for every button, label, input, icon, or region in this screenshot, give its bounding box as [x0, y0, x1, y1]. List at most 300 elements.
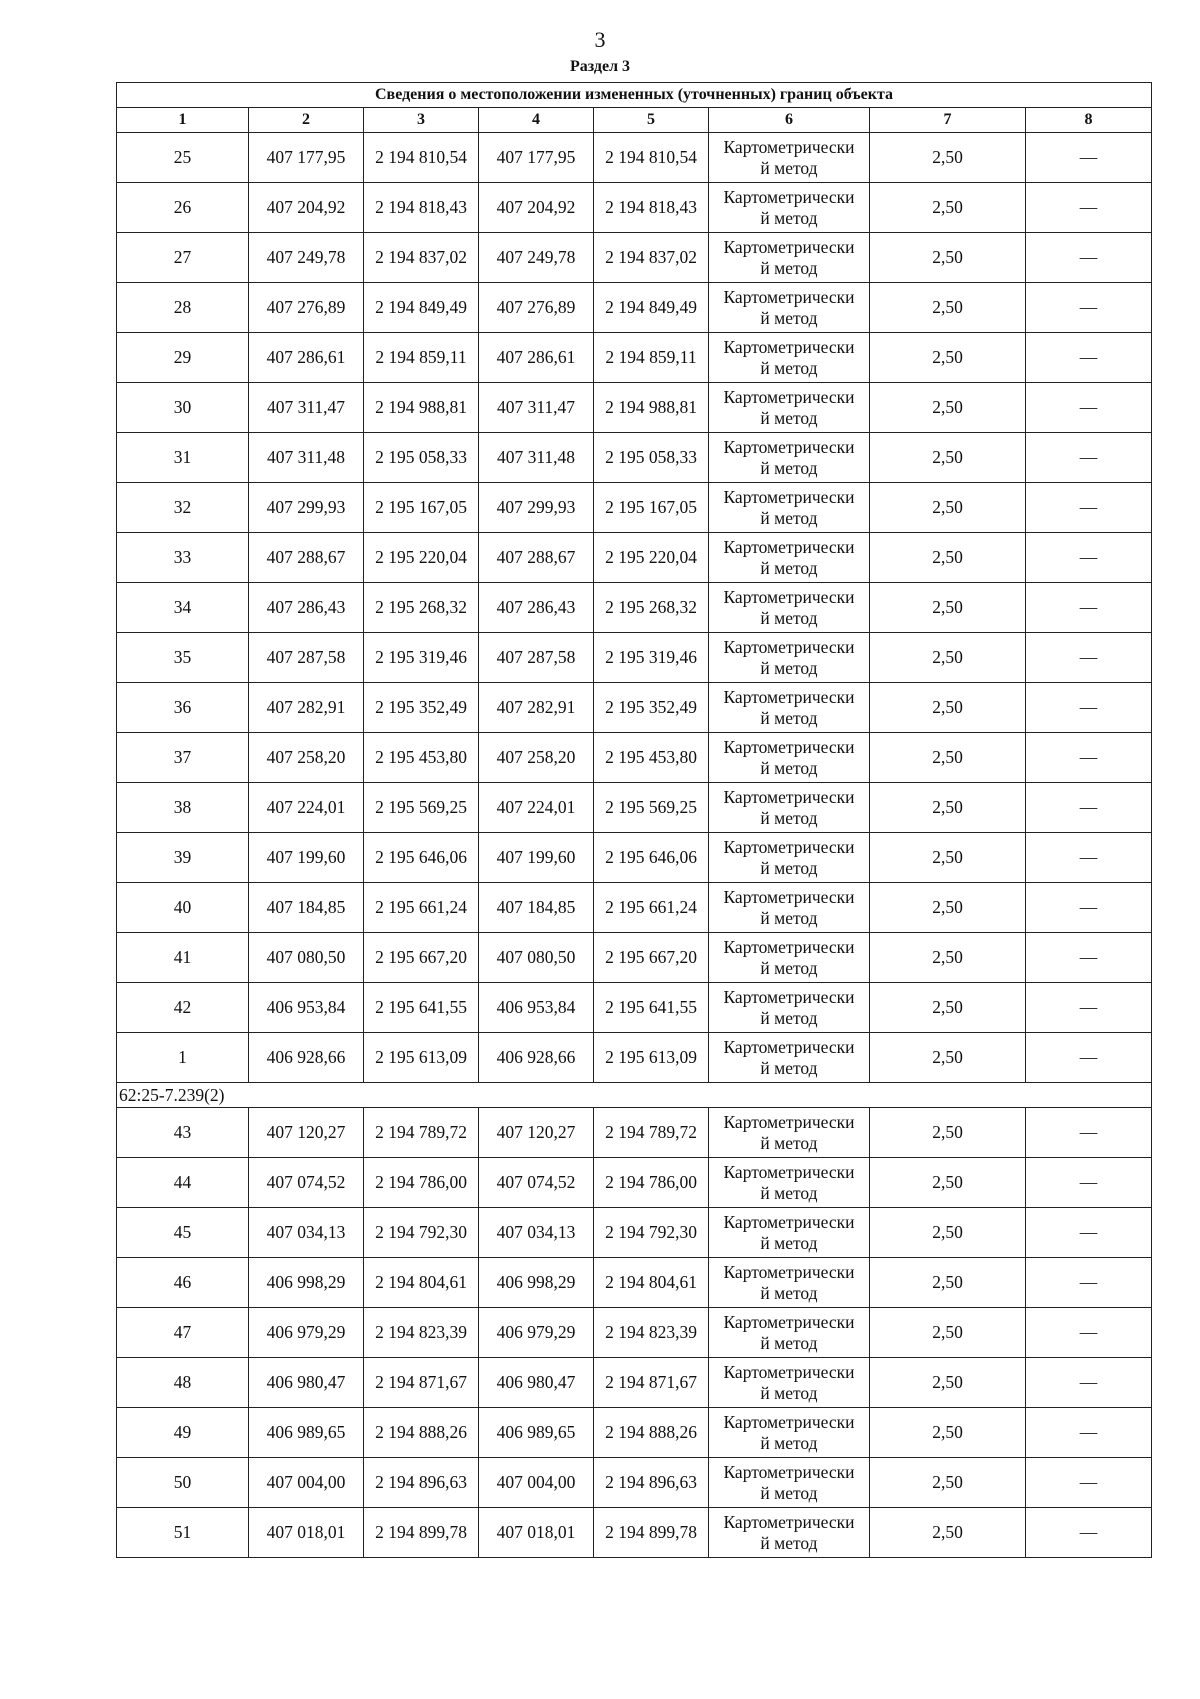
y-old-cell: 2 195 646,06 [364, 833, 479, 883]
method-text-line: Картометрически [723, 1036, 855, 1057]
precision-cell: 2,50 [870, 533, 1026, 583]
x-new-cell: 407 311,47 [479, 383, 594, 433]
note-cell: — [1026, 1358, 1152, 1408]
method-text-line: й метод [760, 557, 818, 578]
x-new-cell: 406 980,47 [479, 1358, 594, 1408]
method-text-line: й метод [760, 407, 818, 428]
x-old-cell: 407 074,52 [249, 1158, 364, 1208]
x-new-cell: 407 288,67 [479, 533, 594, 583]
method-text-line: Картометрически [723, 1411, 855, 1432]
precision-cell: 2,50 [870, 933, 1026, 983]
precision-cell: 2,50 [870, 1508, 1026, 1558]
precision-cell: 2,50 [870, 583, 1026, 633]
y-old-cell: 2 195 220,04 [364, 533, 479, 583]
x-old-cell: 407 249,78 [249, 233, 364, 283]
point-number-cell: 27 [117, 233, 249, 283]
page-number: 3 [594, 27, 606, 52]
y-old-cell: 2 195 569,25 [364, 783, 479, 833]
precision-cell: 2,50 [870, 1158, 1026, 1208]
method-cell [709, 1308, 870, 1358]
x-old-cell: 406 979,29 [249, 1308, 364, 1358]
method-text-line: Картометрически [723, 1511, 855, 1532]
method-text-line: й метод [760, 257, 818, 278]
column-header: 1 [117, 108, 249, 133]
y-old-cell: 2 194 859,11 [364, 333, 479, 383]
y-new-cell: 2 194 899,78 [594, 1508, 709, 1558]
method-text-line: й метод [760, 507, 818, 528]
boundary-table [116, 82, 1152, 1558]
y-new-cell: 2 195 220,04 [594, 533, 709, 583]
table-row [117, 483, 1152, 533]
y-new-cell: 2 195 661,24 [594, 883, 709, 933]
y-new-cell: 2 195 453,80 [594, 733, 709, 783]
x-old-cell: 407 276,89 [249, 283, 364, 333]
precision-cell: 2,50 [870, 283, 1026, 333]
method-text-line: й метод [760, 1182, 818, 1203]
table-row [117, 1258, 1152, 1308]
precision-cell: 2,50 [870, 1258, 1026, 1308]
method-cell [709, 183, 870, 233]
point-number-cell: 31 [117, 433, 249, 483]
y-new-cell: 2 194 988,81 [594, 383, 709, 433]
y-new-cell: 2 194 896,63 [594, 1458, 709, 1508]
x-old-cell: 407 286,43 [249, 583, 364, 633]
method-text-line: й метод [760, 1132, 818, 1153]
method-text-line: й метод [760, 1432, 818, 1453]
method-cell [709, 783, 870, 833]
method-text-line: Картометрически [723, 836, 855, 857]
method-cell [709, 383, 870, 433]
point-number-cell: 41 [117, 933, 249, 983]
point-number-cell: 26 [117, 183, 249, 233]
x-old-cell: 407 184,85 [249, 883, 364, 933]
precision-cell: 2,50 [870, 633, 1026, 683]
y-new-cell: 2 195 641,55 [594, 983, 709, 1033]
table-row [117, 1508, 1152, 1558]
y-new-cell: 2 194 786,00 [594, 1158, 709, 1208]
table-row [117, 283, 1152, 333]
x-new-cell: 407 287,58 [479, 633, 594, 683]
table-row [117, 983, 1152, 1033]
x-new-cell: 407 177,95 [479, 133, 594, 183]
table-row [117, 1358, 1152, 1408]
table-row [117, 533, 1152, 583]
note-cell: — [1026, 1033, 1152, 1083]
x-old-cell: 407 204,92 [249, 183, 364, 233]
method-cell [709, 1408, 870, 1458]
x-old-cell: 407 258,20 [249, 733, 364, 783]
precision-cell: 2,50 [870, 433, 1026, 483]
y-new-cell: 2 194 871,67 [594, 1358, 709, 1408]
x-new-cell: 407 080,50 [479, 933, 594, 983]
x-new-cell: 407 286,43 [479, 583, 594, 633]
y-old-cell: 2 195 167,05 [364, 483, 479, 533]
note-cell: — [1026, 983, 1152, 1033]
precision-cell: 2,50 [870, 1108, 1026, 1158]
x-new-cell: 407 224,01 [479, 783, 594, 833]
column-header: 8 [1026, 108, 1152, 133]
point-number-cell: 46 [117, 1258, 249, 1308]
y-new-cell: 2 194 810,54 [594, 133, 709, 183]
method-cell [709, 1208, 870, 1258]
table-row [117, 783, 1152, 833]
point-number-cell: 1 [117, 1033, 249, 1083]
method-text-line: Картометрически [723, 236, 855, 257]
method-text-line: Картометрически [723, 136, 855, 157]
precision-cell: 2,50 [870, 983, 1026, 1033]
y-old-cell: 2 194 888,26 [364, 1408, 479, 1458]
y-old-cell: 2 195 352,49 [364, 683, 479, 733]
method-text-line: Картометрически [723, 536, 855, 557]
method-text-line: Картометрически [723, 936, 855, 957]
note-cell: — [1026, 1258, 1152, 1308]
y-old-cell: 2 194 792,30 [364, 1208, 479, 1258]
table-row [117, 833, 1152, 883]
x-old-cell: 407 286,61 [249, 333, 364, 383]
y-old-cell: 2 194 871,67 [364, 1358, 479, 1408]
precision-cell: 2,50 [870, 833, 1026, 883]
note-cell: — [1026, 533, 1152, 583]
x-old-cell: 407 004,00 [249, 1458, 364, 1508]
x-old-cell: 407 288,67 [249, 533, 364, 583]
method-text-line: й метод [760, 357, 818, 378]
x-old-cell: 406 980,47 [249, 1358, 364, 1408]
method-text-line: Картометрически [723, 1461, 855, 1482]
table-row [117, 1158, 1152, 1208]
table-title-row [117, 83, 1152, 108]
method-text-line: й метод [760, 1382, 818, 1403]
x-new-cell: 406 998,29 [479, 1258, 594, 1308]
method-text-line: й метод [760, 857, 818, 878]
note-cell: — [1026, 133, 1152, 183]
method-cell [709, 1458, 870, 1508]
x-new-cell: 406 928,66 [479, 1033, 594, 1083]
table-row [117, 1108, 1152, 1158]
x-old-cell: 407 034,13 [249, 1208, 364, 1258]
table-row [117, 683, 1152, 733]
y-new-cell: 2 194 849,49 [594, 283, 709, 333]
point-number-cell: 43 [117, 1108, 249, 1158]
y-new-cell: 2 194 789,72 [594, 1108, 709, 1158]
method-text-line: й метод [760, 757, 818, 778]
y-old-cell: 2 194 818,43 [364, 183, 479, 233]
y-old-cell: 2 195 058,33 [364, 433, 479, 483]
section-title: Раздел 3 [569, 58, 631, 75]
x-old-cell: 407 120,27 [249, 1108, 364, 1158]
method-cell [709, 533, 870, 583]
y-old-cell: 2 194 988,81 [364, 383, 479, 433]
precision-cell: 2,50 [870, 333, 1026, 383]
table-title: Сведения о местоположении измененных (уточненных) границ объекта [117, 83, 1152, 108]
point-number-cell: 36 [117, 683, 249, 733]
note-cell: — [1026, 1508, 1152, 1558]
method-cell [709, 733, 870, 783]
y-new-cell: 2 194 859,11 [594, 333, 709, 383]
x-old-cell: 407 311,48 [249, 433, 364, 483]
method-text-line: Картометрически [723, 986, 855, 1007]
method-text-line: й метод [760, 1232, 818, 1253]
x-old-cell: 407 282,91 [249, 683, 364, 733]
point-number-cell: 40 [117, 883, 249, 933]
table-row [117, 1033, 1152, 1083]
method-text-line: Картометрически [723, 286, 855, 307]
method-cell [709, 233, 870, 283]
method-cell [709, 483, 870, 533]
note-cell: — [1026, 1458, 1152, 1508]
method-cell [709, 883, 870, 933]
y-new-cell: 2 194 888,26 [594, 1408, 709, 1458]
table-row [117, 1408, 1152, 1458]
y-new-cell: 2 195 268,32 [594, 583, 709, 633]
table-row [117, 133, 1152, 183]
y-old-cell: 2 194 786,00 [364, 1158, 479, 1208]
group-row [117, 1083, 1152, 1108]
method-text-line: Картометрически [723, 586, 855, 607]
x-new-cell: 407 258,20 [479, 733, 594, 783]
method-cell [709, 1108, 870, 1158]
column-header: 7 [870, 108, 1026, 133]
y-new-cell: 2 194 823,39 [594, 1308, 709, 1358]
x-new-cell: 407 199,60 [479, 833, 594, 883]
precision-cell: 2,50 [870, 1033, 1026, 1083]
point-number-cell: 29 [117, 333, 249, 383]
method-cell [709, 633, 870, 683]
precision-cell: 2,50 [870, 733, 1026, 783]
point-number-cell: 28 [117, 283, 249, 333]
method-text-line: Картометрически [723, 686, 855, 707]
x-new-cell: 406 979,29 [479, 1308, 594, 1358]
note-cell: — [1026, 1308, 1152, 1358]
method-text-line: й метод [760, 807, 818, 828]
method-text-line: й метод [760, 1482, 818, 1503]
x-old-cell: 407 177,95 [249, 133, 364, 183]
method-cell [709, 1358, 870, 1408]
precision-cell: 2,50 [870, 233, 1026, 283]
x-old-cell: 407 287,58 [249, 633, 364, 683]
method-text-line: Картометрически [723, 436, 855, 457]
note-cell: — [1026, 433, 1152, 483]
y-old-cell: 2 195 453,80 [364, 733, 479, 783]
point-number-cell: 48 [117, 1358, 249, 1408]
x-old-cell: 407 080,50 [249, 933, 364, 983]
y-new-cell: 2 195 646,06 [594, 833, 709, 883]
method-cell [709, 983, 870, 1033]
y-old-cell: 2 194 789,72 [364, 1108, 479, 1158]
table-row [117, 433, 1152, 483]
x-old-cell: 406 928,66 [249, 1033, 364, 1083]
table-row [117, 333, 1152, 383]
y-new-cell: 2 195 569,25 [594, 783, 709, 833]
note-cell: — [1026, 933, 1152, 983]
precision-cell: 2,50 [870, 1308, 1026, 1358]
method-text-line: й метод [760, 207, 818, 228]
point-number-cell: 35 [117, 633, 249, 683]
column-header: 2 [249, 108, 364, 133]
method-text-line: Картометрически [723, 1261, 855, 1282]
point-number-cell: 25 [117, 133, 249, 183]
method-text-line: Картометрически [723, 736, 855, 757]
method-cell [709, 1258, 870, 1308]
x-old-cell: 407 299,93 [249, 483, 364, 533]
note-cell: — [1026, 1158, 1152, 1208]
precision-cell: 2,50 [870, 1408, 1026, 1458]
y-old-cell: 2 194 804,61 [364, 1258, 479, 1308]
x-old-cell: 407 224,01 [249, 783, 364, 833]
column-header: 5 [594, 108, 709, 133]
column-header: 3 [364, 108, 479, 133]
method-text-line: Картометрически [723, 1361, 855, 1382]
x-new-cell: 407 311,48 [479, 433, 594, 483]
x-new-cell: 407 249,78 [479, 233, 594, 283]
method-text-line: й метод [760, 1532, 818, 1553]
precision-cell: 2,50 [870, 783, 1026, 833]
method-text-line: Картометрически [723, 186, 855, 207]
point-number-cell: 30 [117, 383, 249, 433]
column-header-row [117, 108, 1152, 133]
precision-cell: 2,50 [870, 133, 1026, 183]
x-new-cell: 407 286,61 [479, 333, 594, 383]
table-row [117, 933, 1152, 983]
method-cell [709, 1033, 870, 1083]
method-cell [709, 433, 870, 483]
precision-cell: 2,50 [870, 883, 1026, 933]
point-number-cell: 44 [117, 1158, 249, 1208]
note-cell: — [1026, 583, 1152, 633]
method-cell [709, 1158, 870, 1208]
x-new-cell: 407 074,52 [479, 1158, 594, 1208]
method-text-line: Картометрически [723, 486, 855, 507]
note-cell: — [1026, 683, 1152, 733]
point-number-cell: 33 [117, 533, 249, 583]
y-old-cell: 2 195 667,20 [364, 933, 479, 983]
y-new-cell: 2 194 818,43 [594, 183, 709, 233]
precision-cell: 2,50 [870, 483, 1026, 533]
table-row [117, 1308, 1152, 1358]
note-cell: — [1026, 733, 1152, 783]
x-old-cell: 407 311,47 [249, 383, 364, 433]
y-old-cell: 2 195 661,24 [364, 883, 479, 933]
method-text-line: й метод [760, 157, 818, 178]
table-row [117, 1208, 1152, 1258]
precision-cell: 2,50 [870, 683, 1026, 733]
y-old-cell: 2 195 613,09 [364, 1033, 479, 1083]
y-old-cell: 2 194 896,63 [364, 1458, 479, 1508]
method-text-line: й метод [760, 457, 818, 478]
method-text-line: й метод [760, 657, 818, 678]
table-body [117, 83, 1152, 1558]
y-new-cell: 2 195 352,49 [594, 683, 709, 733]
method-text-line: Картометрически [723, 886, 855, 907]
method-cell [709, 833, 870, 883]
x-new-cell: 407 120,27 [479, 1108, 594, 1158]
x-new-cell: 406 989,65 [479, 1408, 594, 1458]
method-text-line: Картометрически [723, 786, 855, 807]
point-number-cell: 42 [117, 983, 249, 1033]
x-new-cell: 407 018,01 [479, 1508, 594, 1558]
method-text-line: й метод [760, 1007, 818, 1028]
point-number-cell: 45 [117, 1208, 249, 1258]
x-old-cell: 406 953,84 [249, 983, 364, 1033]
x-new-cell: 407 282,91 [479, 683, 594, 733]
group-label: 62:25-7.239(2) [117, 1083, 1152, 1108]
note-cell: — [1026, 233, 1152, 283]
x-new-cell: 406 953,84 [479, 983, 594, 1033]
precision-cell: 2,50 [870, 1208, 1026, 1258]
method-text-line: Картометрически [723, 1311, 855, 1332]
method-text-line: й метод [760, 957, 818, 978]
y-old-cell: 2 194 810,54 [364, 133, 479, 183]
y-new-cell: 2 195 667,20 [594, 933, 709, 983]
method-cell [709, 583, 870, 633]
method-text-line: й метод [760, 307, 818, 328]
method-text-line: й метод [760, 607, 818, 628]
x-new-cell: 407 204,92 [479, 183, 594, 233]
method-text-line: Картометрически [723, 1161, 855, 1182]
y-new-cell: 2 195 167,05 [594, 483, 709, 533]
y-old-cell: 2 195 319,46 [364, 633, 479, 683]
x-new-cell: 407 276,89 [479, 283, 594, 333]
precision-cell: 2,50 [870, 183, 1026, 233]
point-number-cell: 50 [117, 1458, 249, 1508]
method-cell [709, 283, 870, 333]
method-text-line: й метод [760, 1332, 818, 1353]
method-text-line: Картометрически [723, 636, 855, 657]
point-number-cell: 47 [117, 1308, 249, 1358]
method-text-line: й метод [760, 907, 818, 928]
point-number-cell: 34 [117, 583, 249, 633]
column-header: 4 [479, 108, 594, 133]
point-number-cell: 37 [117, 733, 249, 783]
method-text-line: й метод [760, 707, 818, 728]
y-old-cell: 2 194 823,39 [364, 1308, 479, 1358]
x-old-cell: 407 018,01 [249, 1508, 364, 1558]
x-new-cell: 407 004,00 [479, 1458, 594, 1508]
method-cell [709, 133, 870, 183]
note-cell: — [1026, 833, 1152, 883]
method-text-line: Картометрически [723, 386, 855, 407]
table-row [117, 233, 1152, 283]
y-old-cell: 2 195 641,55 [364, 983, 479, 1033]
y-new-cell: 2 194 804,61 [594, 1258, 709, 1308]
method-text-line: Картометрически [723, 1111, 855, 1132]
y-new-cell: 2 195 058,33 [594, 433, 709, 483]
note-cell: — [1026, 883, 1152, 933]
note-cell: — [1026, 183, 1152, 233]
note-cell: — [1026, 333, 1152, 383]
table-row [117, 733, 1152, 783]
note-cell: — [1026, 483, 1152, 533]
x-new-cell: 407 184,85 [479, 883, 594, 933]
column-header: 6 [709, 108, 870, 133]
point-number-cell: 51 [117, 1508, 249, 1558]
precision-cell: 2,50 [870, 1358, 1026, 1408]
y-old-cell: 2 194 849,49 [364, 283, 479, 333]
x-old-cell: 407 199,60 [249, 833, 364, 883]
point-number-cell: 49 [117, 1408, 249, 1458]
y-new-cell: 2 195 319,46 [594, 633, 709, 683]
table-row [117, 883, 1152, 933]
x-old-cell: 406 989,65 [249, 1408, 364, 1458]
x-old-cell: 406 998,29 [249, 1258, 364, 1308]
note-cell: — [1026, 783, 1152, 833]
y-old-cell: 2 194 899,78 [364, 1508, 479, 1558]
point-number-cell: 32 [117, 483, 249, 533]
table-row [117, 583, 1152, 633]
note-cell: — [1026, 383, 1152, 433]
y-old-cell: 2 194 837,02 [364, 233, 479, 283]
precision-cell: 2,50 [870, 383, 1026, 433]
note-cell: — [1026, 1408, 1152, 1458]
